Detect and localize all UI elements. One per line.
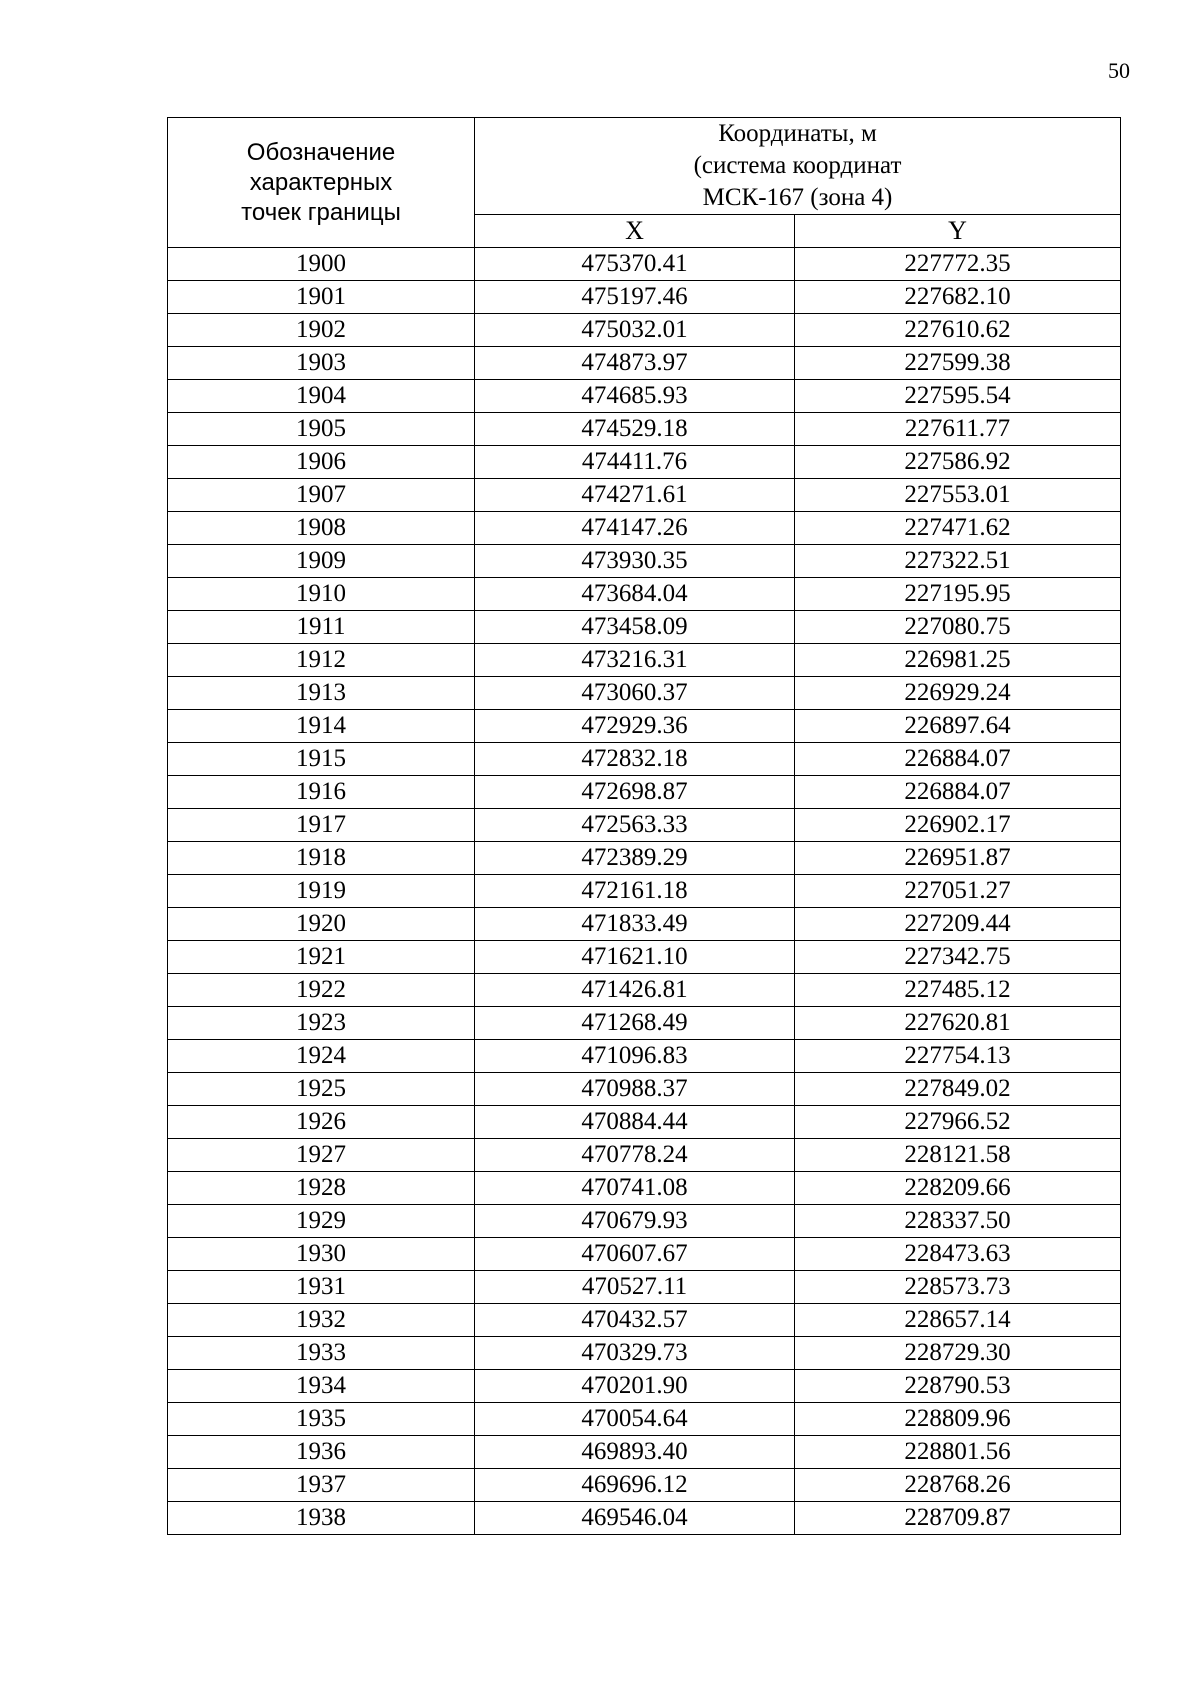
cell-point-id: 1932 [168,1304,475,1337]
cell-y: 226884.07 [795,776,1121,809]
table-row [168,248,1121,281]
cell-x: 470741.08 [475,1172,795,1205]
cell-x: 475370.41 [475,248,795,281]
cell-x: 472161.18 [475,875,795,908]
cell-y: 227772.35 [795,248,1121,281]
cell-y: 227610.62 [795,314,1121,347]
table-row [168,1139,1121,1172]
table-row [168,1007,1121,1040]
cell-point-id: 1913 [168,677,475,710]
header-col-y: Y [795,215,1121,248]
table-row [168,941,1121,974]
cell-y: 228209.66 [795,1172,1121,1205]
header-row-top [168,118,1121,215]
cell-y: 228768.26 [795,1469,1121,1502]
table-row [168,1436,1121,1469]
cell-point-id: 1926 [168,1106,475,1139]
cell-x: 471833.49 [475,908,795,941]
cell-y: 227849.02 [795,1073,1121,1106]
cell-point-id: 1917 [168,809,475,842]
cell-point-id: 1920 [168,908,475,941]
cell-y: 227342.75 [795,941,1121,974]
table-row [168,743,1121,776]
cell-x: 472929.36 [475,710,795,743]
table-row [168,314,1121,347]
cell-x: 471426.81 [475,974,795,1007]
table-row [168,1106,1121,1139]
table-row [168,1238,1121,1271]
cell-point-id: 1921 [168,941,475,974]
cell-point-id: 1931 [168,1271,475,1304]
cell-point-id: 1936 [168,1436,475,1469]
cell-y: 226929.24 [795,677,1121,710]
table-row [168,512,1121,545]
cell-y: 226884.07 [795,743,1121,776]
header-coordinates-line: Координаты, м [718,120,877,147]
cell-y: 228337.50 [795,1205,1121,1238]
cell-y: 227209.44 [795,908,1121,941]
table-row [168,1073,1121,1106]
cell-y: 227051.27 [795,875,1121,908]
cell-y: 227553.01 [795,479,1121,512]
cell-y: 226902.17 [795,809,1121,842]
cell-y: 227754.13 [795,1040,1121,1073]
cell-point-id: 1910 [168,578,475,611]
cell-point-id: 1900 [168,248,475,281]
table-row [168,809,1121,842]
cell-point-id: 1905 [168,413,475,446]
cell-point-id: 1937 [168,1469,475,1502]
header-designation [168,118,475,248]
cell-y: 228473.63 [795,1238,1121,1271]
table-row [168,677,1121,710]
cell-y: 227611.77 [795,413,1121,446]
cell-y: 227586.92 [795,446,1121,479]
table-row [168,1205,1121,1238]
cell-x: 470679.93 [475,1205,795,1238]
cell-point-id: 1919 [168,875,475,908]
cell-x: 470329.73 [475,1337,795,1370]
cell-y: 227195.95 [795,578,1121,611]
cell-point-id: 1909 [168,545,475,578]
cell-point-id: 1912 [168,644,475,677]
table-row [168,842,1121,875]
cell-x: 470201.90 [475,1370,795,1403]
cell-x: 471621.10 [475,941,795,974]
table-row [168,1304,1121,1337]
cell-x: 472698.87 [475,776,795,809]
table-row [168,281,1121,314]
cell-x: 473458.09 [475,611,795,644]
cell-point-id: 1911 [168,611,475,644]
cell-point-id: 1907 [168,479,475,512]
cell-point-id: 1915 [168,743,475,776]
cell-point-id: 1928 [168,1172,475,1205]
cell-y: 228121.58 [795,1139,1121,1172]
table-row [168,545,1121,578]
cell-point-id: 1933 [168,1337,475,1370]
cell-x: 474685.93 [475,380,795,413]
cell-point-id: 1906 [168,446,475,479]
table-row [168,578,1121,611]
cell-point-id: 1925 [168,1073,475,1106]
cell-x: 474529.18 [475,413,795,446]
cell-x: 472563.33 [475,809,795,842]
table-header [168,118,1121,248]
cell-point-id: 1935 [168,1403,475,1436]
cell-point-id: 1938 [168,1502,475,1535]
table-row [168,1403,1121,1436]
cell-y: 226981.25 [795,644,1121,677]
cell-point-id: 1916 [168,776,475,809]
table-row [168,1040,1121,1073]
cell-point-id: 1904 [168,380,475,413]
header-coordinates-line: (система координат [693,152,902,179]
cell-point-id: 1908 [168,512,475,545]
cell-x: 475032.01 [475,314,795,347]
cell-point-id: 1924 [168,1040,475,1073]
cell-y: 227599.38 [795,347,1121,380]
table-row [168,1370,1121,1403]
cell-y: 227966.52 [795,1106,1121,1139]
cell-x: 473060.37 [475,677,795,710]
cell-x: 470527.11 [475,1271,795,1304]
cell-point-id: 1922 [168,974,475,1007]
cell-y: 227471.62 [795,512,1121,545]
cell-x: 473930.35 [475,545,795,578]
cell-x: 473216.31 [475,644,795,677]
header-coordinates [475,118,1121,215]
table-row [168,875,1121,908]
cell-x: 475197.46 [475,281,795,314]
table-row [168,446,1121,479]
cell-y: 227485.12 [795,974,1121,1007]
table-row [168,710,1121,743]
table-row [168,611,1121,644]
cell-point-id: 1927 [168,1139,475,1172]
cell-x: 470054.64 [475,1403,795,1436]
cell-x: 470432.57 [475,1304,795,1337]
table-row [168,974,1121,1007]
cell-x: 470988.37 [475,1073,795,1106]
cell-point-id: 1930 [168,1238,475,1271]
cell-x: 473684.04 [475,578,795,611]
header-coordinates-line: МСК-167 (зона 4) [702,184,893,211]
cell-x: 474147.26 [475,512,795,545]
cell-y: 228709.87 [795,1502,1121,1535]
cell-x: 470607.67 [475,1238,795,1271]
cell-x: 469696.12 [475,1469,795,1502]
table-row [168,380,1121,413]
table-row [168,1502,1121,1535]
cell-point-id: 1902 [168,314,475,347]
cell-x: 472389.29 [475,842,795,875]
table-row [168,776,1121,809]
cell-y: 227682.10 [795,281,1121,314]
cell-point-id: 1934 [168,1370,475,1403]
cell-y: 228573.73 [795,1271,1121,1304]
cell-x: 474411.76 [475,446,795,479]
table-row [168,1271,1121,1304]
table-body [168,248,1121,1535]
header-col-x: X [475,215,795,248]
coordinates-table [167,117,1121,1535]
header-designation-line: точек границы [241,198,401,226]
cell-point-id: 1923 [168,1007,475,1040]
table-row [168,1172,1121,1205]
cell-y: 227620.81 [795,1007,1121,1040]
cell-point-id: 1903 [168,347,475,380]
cell-x: 474873.97 [475,347,795,380]
cell-y: 226897.64 [795,710,1121,743]
cell-y: 228790.53 [795,1370,1121,1403]
page-number: 50 [1108,58,1130,83]
table-row [168,413,1121,446]
cell-y: 228801.56 [795,1436,1121,1469]
cell-x: 470778.24 [475,1139,795,1172]
table-row [168,347,1121,380]
cell-y: 227595.54 [795,380,1121,413]
cell-point-id: 1901 [168,281,475,314]
cell-x: 469893.40 [475,1436,795,1469]
cell-x: 471096.83 [475,1040,795,1073]
cell-point-id: 1929 [168,1205,475,1238]
cell-x: 472832.18 [475,743,795,776]
cell-y: 228809.96 [795,1403,1121,1436]
table-row [168,1337,1121,1370]
cell-x: 470884.44 [475,1106,795,1139]
header-designation-line: Обозначение [246,138,396,166]
header-designation-line: характерных [249,168,393,196]
cell-y: 228657.14 [795,1304,1121,1337]
cell-y: 227080.75 [795,611,1121,644]
table-row [168,908,1121,941]
cell-x: 469546.04 [475,1502,795,1535]
cell-y: 226951.87 [795,842,1121,875]
cell-y: 228729.30 [795,1337,1121,1370]
cell-x: 471268.49 [475,1007,795,1040]
cell-y: 227322.51 [795,545,1121,578]
cell-x: 474271.61 [475,479,795,512]
table-row [168,479,1121,512]
table-row [168,1469,1121,1502]
cell-point-id: 1914 [168,710,475,743]
cell-point-id: 1918 [168,842,475,875]
table-row [168,644,1121,677]
